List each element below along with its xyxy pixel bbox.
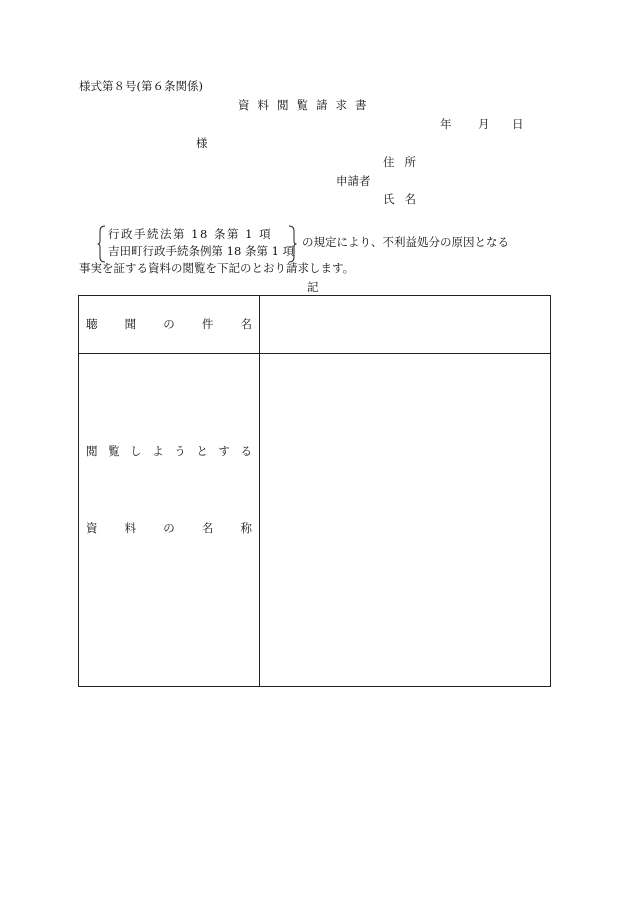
label-char: 名 <box>201 521 214 535</box>
materials-label-line1 <box>86 446 252 458</box>
applicant-label: 申請者 <box>336 174 371 188</box>
legal-basis-option-ordinance: 吉田町行政手続条例第 18 条第 1 項 <box>108 244 295 258</box>
statement-text-line2: 事実を証する資料の閲覧を下記のとおり請求します。 <box>79 261 355 275</box>
label-char: 名 <box>240 317 252 331</box>
address-label: 住所 <box>383 155 426 169</box>
document-title: 資料閲覧請求書 <box>238 98 375 112</box>
label-char: 件 <box>201 317 214 331</box>
name-label: 氏名 <box>383 192 426 206</box>
label-char: 称 <box>240 521 252 535</box>
materials-label-line2 <box>86 523 252 535</box>
label-char: の <box>163 521 175 535</box>
legal-basis-option-act: 行政手続法第 18 条第 1 項 <box>108 227 273 241</box>
label-char: 資 <box>86 521 98 535</box>
form-number: 様式第８号(第６条関係) <box>79 79 203 93</box>
table-row-divider <box>79 353 550 354</box>
request-table <box>78 295 551 687</box>
label-char: し <box>130 444 142 458</box>
label-char: 閲 <box>86 444 98 458</box>
label-char: う <box>174 444 186 458</box>
statement-text: の規定により、不利益処分の原因となる <box>302 235 509 249</box>
date-day-label: 日 <box>512 117 524 131</box>
label-char: 聞 <box>124 317 137 331</box>
date-year-label: 年 <box>440 117 452 131</box>
hearing-subject-label <box>86 319 252 331</box>
label-char: 覧 <box>108 444 120 458</box>
label-char: の <box>163 317 175 331</box>
addressee-suffix: 様 <box>196 136 208 150</box>
label-char: す <box>218 444 230 458</box>
table-column-divider <box>259 296 260 686</box>
ki-heading: 記 <box>307 280 319 294</box>
label-char: と <box>196 444 208 458</box>
label-char: よ <box>152 444 164 458</box>
label-char: 料 <box>124 521 137 535</box>
date-month-label: 月 <box>478 117 490 131</box>
label-char: る <box>240 444 252 458</box>
label-char: 聴 <box>86 317 98 331</box>
